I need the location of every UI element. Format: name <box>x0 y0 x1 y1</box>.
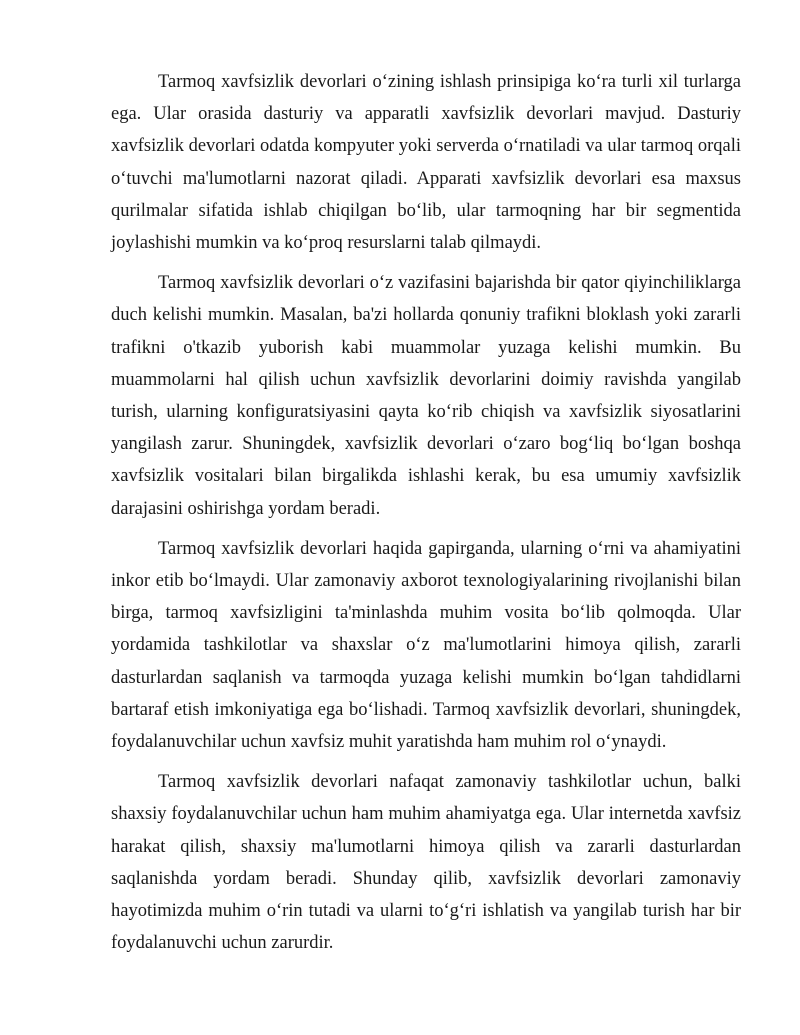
paragraph-2: Tarmoq xavfsizlik devorlari o‘z vazifasini bajarishda bir qator qiyinchiliklarga duch kelishi mumkin. Masalan, ba'zi hollarda qonuniy trafikni bloklash yoki zararli trafikni o'tkazib yuborish kabi muammolar yuzaga kelishi mumkin. Bu muammolarni hal qilish uchun xavfsizlik devorlarini doimiy ravishda yangilab turish, ularning konfiguratsiyasini qayta ko‘rib chiqish va xavfsizlik siyosatlarini yangilash zarur. Shuningdek, xavfsizlik devorlari o‘zaro bog‘liq bo‘lgan boshqa xavfsizlik vositalari bilan birgalikda ishlashi kerak, bu esa umumiy xavfsizlik darajasini oshirishga yordam beradi. <box>111 273 741 519</box>
paragraph-4: Tarmoq xavfsizlik devorlari nafaqat zamonaviy tashkilotlar uchun, balki shaxsiy foydalanuvchilar uchun ham muhim ahamiyatga ega. Ular internetda xavfsiz harakat qilish, shaxsiy ma'lumotlarni himoya qilish va zararli dasturlardan saqlanishda yordam beradi. Shunday qilib, xavfsizlik devorlari zamonaviy hayotimizda muhim o‘rin tutadi va ularni to‘g‘ri ishlatish va yangilab turish har bir foydalanuvchi uchun zarurdir. <box>111 772 741 954</box>
paragraph-1: Tarmoq xavfsizlik devorlari o‘zining ishlash prinsipiga ko‘ra turli xil turlarga ega. Ular orasida dasturiy va apparatli xavfsizlik devorlari mavjud. Dasturiy xavfsizlik devorlari odatda kompyuter yoki serverda o‘rnatiladi va ular tarmoq orqali o‘tuvchi ma'lumotlarni nazorat qiladi. Apparati xavfsizlik devorlari esa maxsus qurilmalar sifatida ishlab chiqilgan bo‘lib, ular tarmoqning har bir segmentida joylashishi mumkin va ko‘proq resurslarni talab qilmaydi. <box>111 72 741 254</box>
document-page <box>111 66 741 967</box>
paragraph-3: Tarmoq xavfsizlik devorlari haqida gapirganda, ularning o‘rni va ahamiyatini inkor etib bo‘lmaydi. Ular zamonaviy axborot texnologiyalarining rivojlanishi bilan birga, tarmoq xavfsizligini ta'minlashda muhim vosita bo‘lib qolmoqda. Ular yordamida tashkilotlar va shaxslar o‘z ma'lumotlarini himoya qilish, zararli dasturlardan saqlanish va tarmoqda yuzaga kelishi mumkin bo‘lgan tahdidlarni bartaraf etish imkoniyatiga ega bo‘lishadi. Tarmoq xavfsizlik devorlari, shuningdek, foydalanuvchilar uchun xavfsiz muhit yaratishda ham muhim rol o‘ynaydi. <box>111 538 741 753</box>
